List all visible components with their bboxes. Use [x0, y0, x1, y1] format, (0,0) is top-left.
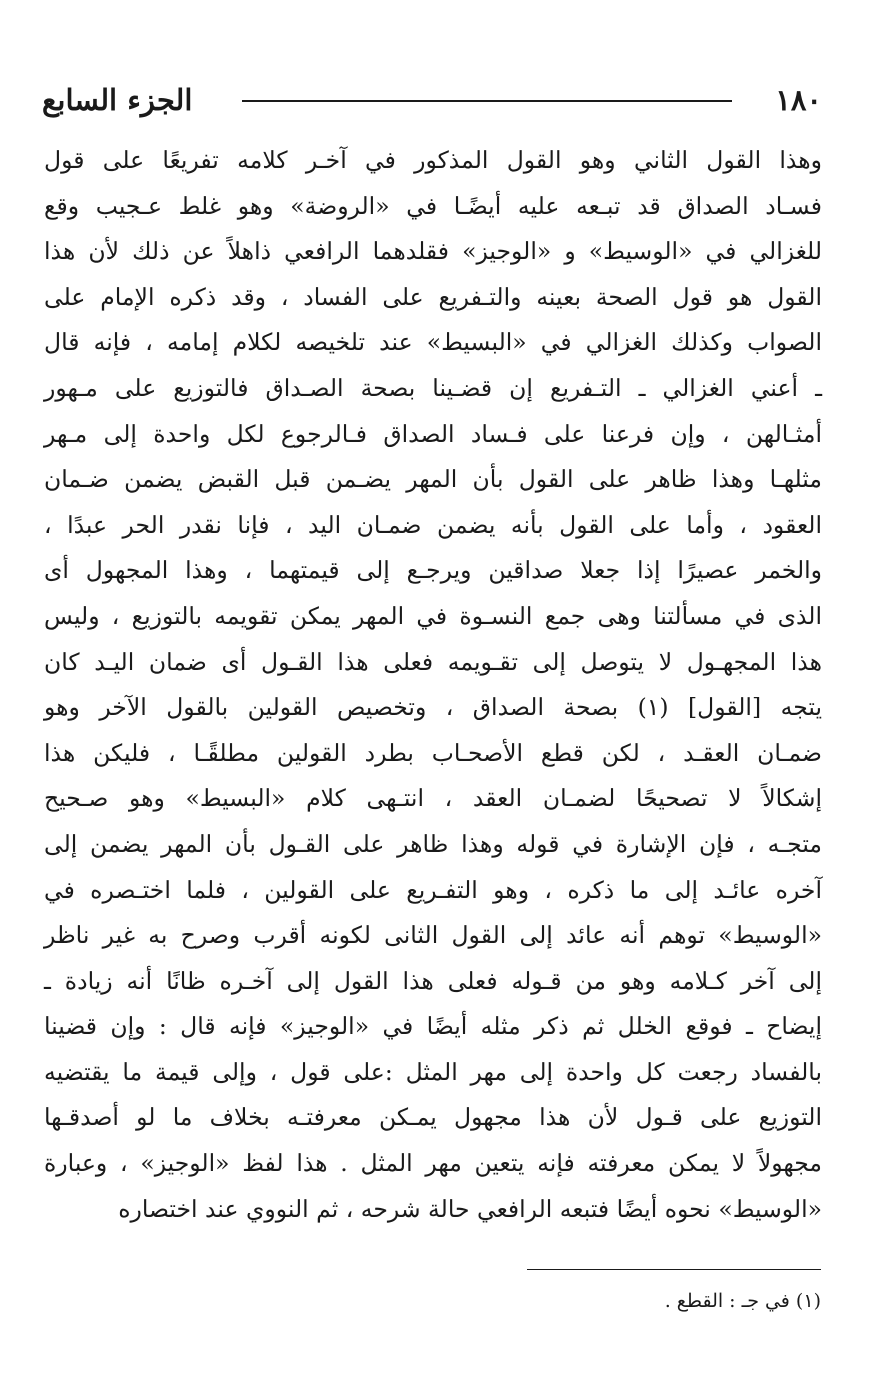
text-line: مجهولاً لا يمكن معرفته فإنه يتعين مهر المثل . هذا لفظ «الوجيز» ، وعبارة	[44, 1149, 822, 1178]
text-line: يتجه [القول] (١) بصحة الصداق ، وتخصيص القولين بالقول الآخر وهو	[44, 693, 822, 722]
text-line: آخره عائـد إلى ما ذكره ، وهو التفـريع على القولين ، فلما اختـصره في	[44, 875, 822, 904]
footnote-rule	[527, 1269, 821, 1270]
page-header	[42, 78, 822, 122]
text-line: «الوسيط» توهم أنه عائد إلى القول الثانى لكونه أقرب وصرح به غير ناظر	[44, 921, 822, 950]
main-text	[44, 138, 822, 1232]
text-line: القول هو قول الصحة بعينه والتـفريع على الفساد ، وقد ذكره الإمام على	[44, 282, 822, 311]
text-line: أمثـالهن ، وإن فرعنا على فـساد الصداق فـالرجوع لكل واحدة إلى مـهر	[44, 419, 822, 448]
text-line: «الوسيط» نحوه أيضًا فتبعه الرافعي حالة شرحه ، ثم النووي عند اختصاره	[118, 1194, 822, 1223]
running-title: الجزء السابع	[42, 83, 193, 117]
text-line: مثلهـا وهذا ظاهر على القول بأن المهر يضـمن قبل القبض يضمن ضـمان	[44, 465, 822, 494]
text-line: إيضاح ـ فوقع الخلل ثم ذكر مثله أيضًا في «الوجيز» فإنه قال : وإن قضينا	[44, 1012, 822, 1041]
text-line: متجـه ، فإن الإشارة في قوله وهذا ظاهر على القـول بأن المهر يضمن إلى	[44, 829, 822, 858]
text-line: إشكالاً لا تصحيحًا لضمـان العقد ، انتـهى كلام «البسيط» وهو صـحيح	[44, 784, 822, 813]
page-number: ١٨٠	[775, 83, 822, 117]
text-line: الصواب وكذلك الغزالي في «البسيط» عند تلخيصه لكلام إمامه ، فإنه قال	[44, 328, 822, 357]
header-rule	[242, 100, 732, 102]
text-line: وهذا القول الثاني وهو القول المذكور في آخـر كلامه تفريعًا على قول	[44, 146, 822, 174]
footnote: (١) في جـ : القطع .	[664, 1290, 821, 1312]
text-line: للغزالي في «الوسيط» و «الوجيز» فقلدهما الرافعي ذاهلاً عن ذلك لأن هذا	[44, 237, 822, 266]
text-line: فسـاد الصداق قد تبـعه عليه أيضًـا في «الروضة» وهو غلط عـجيب وقع	[44, 191, 822, 220]
text-line: الذى في مسألتنا وهى جمع النسـوة في المهر يمكن تقويمه بالتوزيع ، وليس	[44, 601, 822, 630]
text-line: العقود ، وأما على القول بأنه يضمن ضمـان اليد ، فإنا نقدر الحر عبدًا ،	[44, 510, 822, 539]
text-line: بالفساد رجعت كل واحدة إلى مهر المثل :على قول ، وإلى قيمة ما يقتضيه	[44, 1057, 822, 1086]
text-line: هذا المجهـول لا يتوصل إلى تقـويمه فعلى هذا القـول أى ضمان اليـد كان	[44, 647, 822, 676]
text-line: ـ أعني الغزالي ـ التـفريع إن قضـينا بصحة الصـداق فالتوزيع على مـهور	[44, 373, 822, 402]
text-line: ضمـان العقـد ، لكن قطع الأصحـاب بطرد القولين مطلقًـا ، فليكن هذا	[44, 738, 822, 767]
text-line: التوزيع على قـول لأن هذا مجهول يمـكن معرفتـه بخلاف ما لو أصدقـها	[44, 1103, 822, 1132]
text-line: إلى آخر كـلامه وهو من قـوله فعلى هذا القول إلى آخـره ظانًا أنه زيادة ـ	[44, 966, 822, 995]
text-line: والخمر عصيرًا إذا جعلا صداقين ويرجـع إلى قيمتهما ، وهذا المجهول أى	[44, 556, 822, 585]
